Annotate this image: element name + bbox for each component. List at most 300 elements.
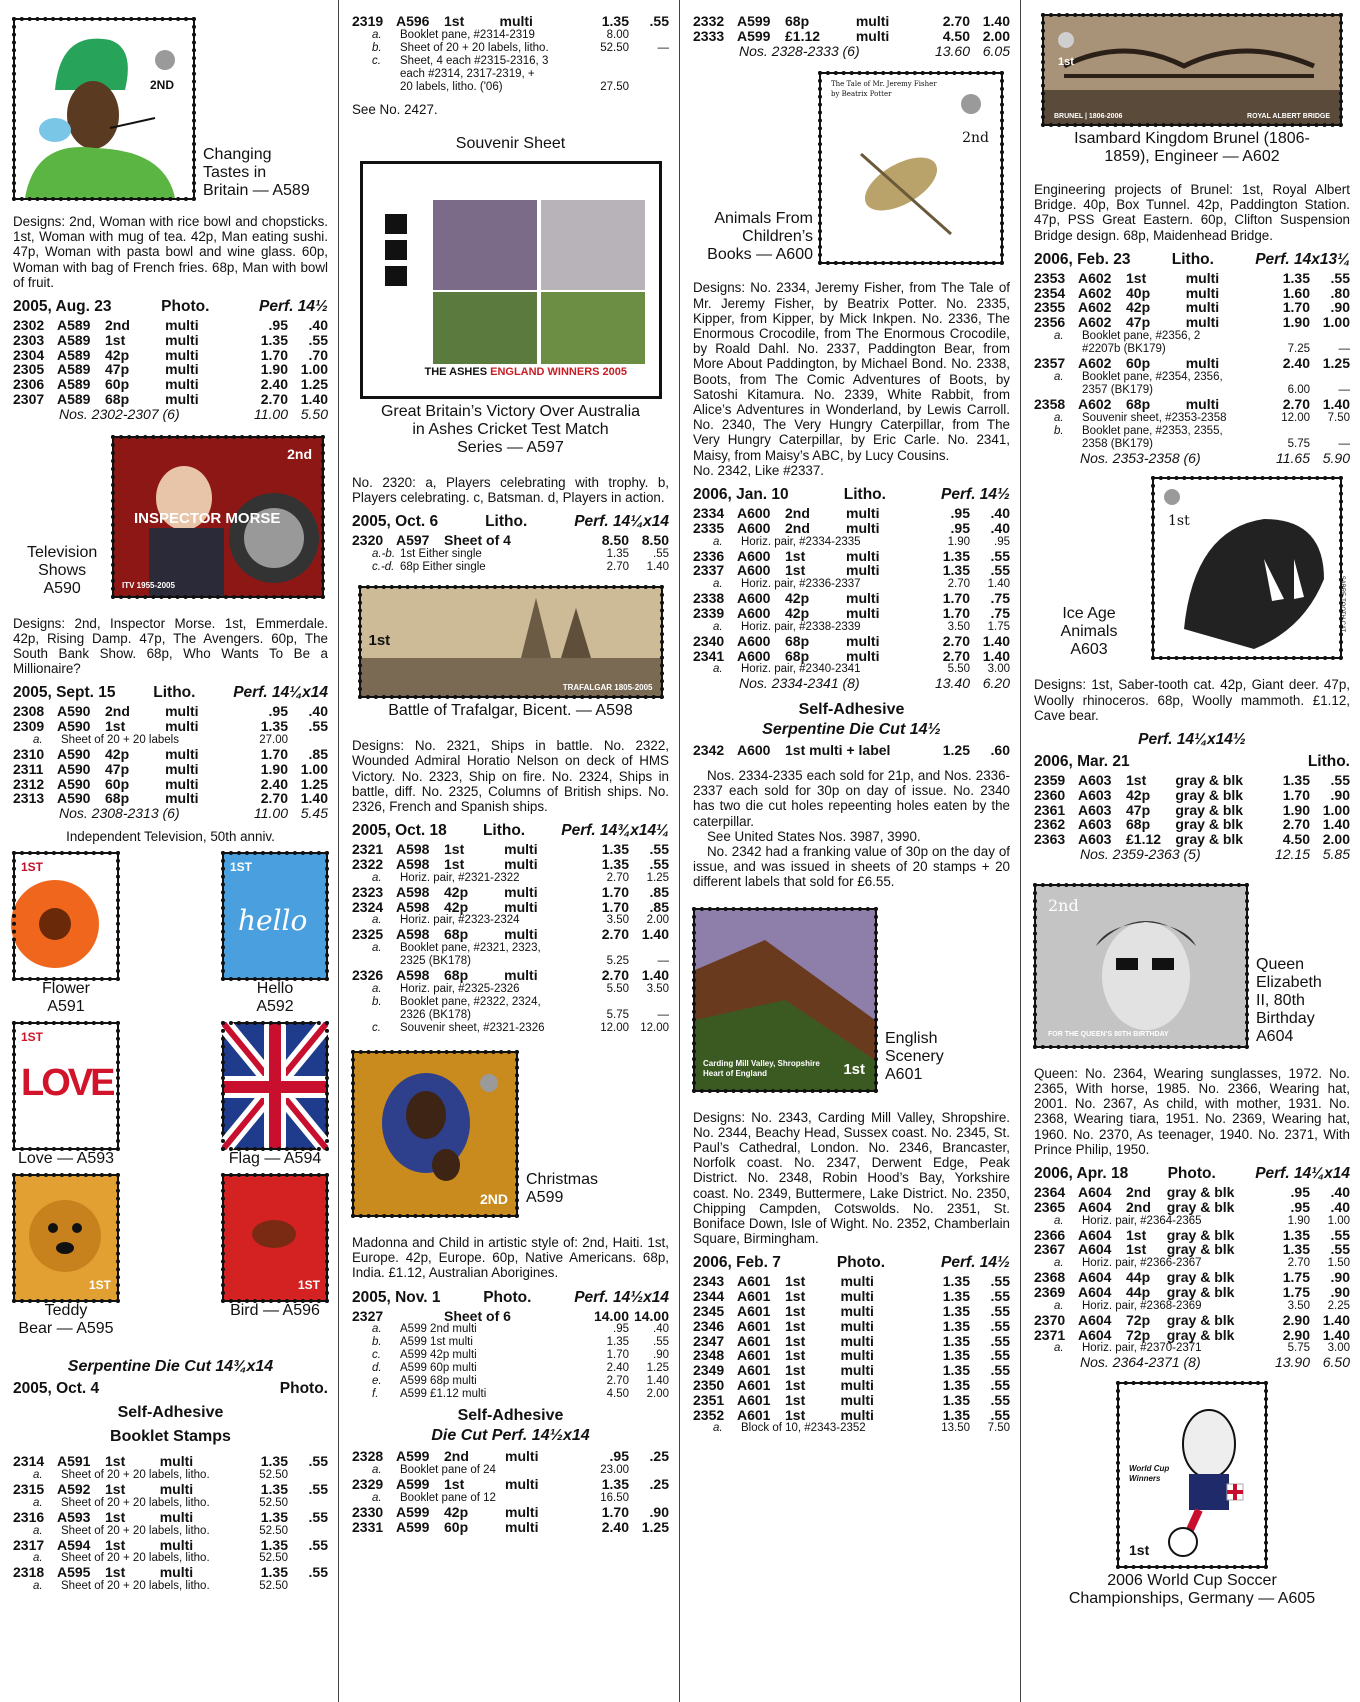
table-row [13, 348, 328, 363]
table-cell: 68p [785, 13, 810, 29]
table-cell: 2330 [352, 1504, 384, 1520]
table-cell: 1.70 [601, 1504, 629, 1520]
table-cell: 1.35 [1282, 772, 1310, 788]
table-cell: 1.60 [1282, 284, 1310, 301]
stamp-pair-row [13, 852, 328, 1016]
table-cell: 2.70 [942, 647, 970, 664]
table-cell: 2.70 [606, 871, 629, 884]
table-cell [352, 81, 396, 94]
table-row [13, 362, 328, 377]
table-cell: multi [840, 1406, 874, 1423]
table-row [352, 1362, 669, 1375]
issue-process: Photo. [483, 1288, 532, 1306]
sabre-tooth-cat-illustration [1154, 479, 1340, 657]
issue-process: Litho. [482, 822, 526, 840]
table-cell: 2334 [693, 505, 725, 522]
table-cell: A598 [396, 856, 430, 873]
table-row [13, 762, 328, 777]
table-cell: 2363 [1034, 831, 1066, 848]
table-row [1034, 847, 1350, 862]
issue-perf: Perf. 14½x14 [574, 1288, 669, 1306]
self-adhesive-heading: Self-Adhesive [798, 701, 905, 719]
table-cell: 1.90 [1287, 1214, 1310, 1227]
table-cell: each #2314, 2317-2319, + [400, 67, 535, 80]
table-row [1034, 271, 1350, 286]
table-cell [1258, 371, 1310, 384]
table-cell: A602 [1078, 314, 1112, 331]
table-cell: b. [372, 996, 382, 1008]
table-cell: a. [33, 1552, 43, 1565]
table-cell: 1.70 [1282, 299, 1310, 316]
table-cell: Booklet pane of 12 [400, 1492, 496, 1504]
table-row [693, 1319, 1010, 1334]
a604-block [1034, 884, 1350, 1048]
caption-line: A601 [885, 1065, 923, 1083]
table-cell: 1.35 [260, 1536, 288, 1553]
issue-note: Independent Television, 50th anniv. [66, 828, 275, 844]
table-cell: 1st [785, 1377, 806, 1394]
a603-caption [1044, 605, 1134, 659]
table-cell: 1.35 [1282, 269, 1310, 286]
table-cell: 2337 [693, 562, 725, 579]
table-cell: multi [840, 1362, 874, 1379]
table-cell [629, 996, 669, 1009]
a599-designs: Madonna and Child in artistic style of: 2nd, Haiti. 1st, Europe. 42p, Europe. 60p, Native Americans. 68p, India. £1.12, Australian Aborigines. [352, 1235, 669, 1281]
table-cell [629, 29, 669, 42]
table-cell: A604 [1078, 1311, 1112, 1328]
table-cell: 2351 [693, 1391, 725, 1408]
table-cell: 42p [444, 883, 469, 900]
caption-line: II, 80th [1256, 991, 1305, 1009]
table-cell: a. [372, 28, 382, 41]
table-cell: A598 [396, 841, 430, 858]
table-cell: gray & blk [1175, 772, 1244, 788]
table-cell: 5.50 [947, 663, 970, 676]
table-cell: c.-d. [372, 561, 395, 574]
table-cell: 1st [444, 841, 465, 858]
table-row [1034, 817, 1350, 832]
bird-caption: Bird — A596 [230, 1302, 320, 1320]
table-cell: Horiz. pair, #2321-2322 [400, 871, 520, 884]
a602-stamp-foot-right: ROYAL ALBERT BRIDGE [1247, 113, 1330, 120]
table-row [13, 392, 328, 407]
table-cell: multi [165, 376, 199, 393]
table-cell: 1.90 [260, 361, 288, 378]
table-cell: 2.40 [606, 1362, 629, 1375]
caption-line: A603 [1070, 641, 1108, 659]
table-row [352, 857, 669, 872]
table-row [352, 68, 669, 81]
table-cell [352, 1009, 396, 1022]
issue-header [693, 1254, 1010, 1272]
table-cell: 2nd [444, 1448, 469, 1465]
table-row [13, 777, 328, 792]
table-cell: 2358 (BK179) [1082, 437, 1153, 450]
table-cell: 5.25 [606, 955, 629, 968]
teddy-stamp [13, 1174, 119, 1302]
table-cell: 68p [105, 790, 130, 807]
table-cell: 2321 [352, 841, 384, 858]
table-cell: A589 [57, 376, 91, 393]
table-cell: 1st multi + label [785, 742, 891, 759]
table-cell: 1.40 [641, 967, 669, 984]
table-cell: 1st [1126, 772, 1147, 788]
table-row [13, 1497, 328, 1510]
table-cell: A589 [57, 391, 91, 407]
table-cell: gray & blk [1175, 801, 1244, 818]
issue-header [352, 822, 669, 840]
table-cell: A604 [1078, 1184, 1112, 1200]
table-cell: 2360 [1034, 786, 1066, 803]
table-cell: 2339 [693, 605, 725, 622]
table-cell: 7.50 [1327, 411, 1350, 424]
hello-stamp-text: hello [238, 904, 308, 938]
table-row [1034, 1242, 1350, 1257]
table-cell: multi [159, 1480, 194, 1497]
a590-stamp-text: INSPECTOR MORSE [134, 509, 281, 527]
table-cell: multi [1185, 284, 1220, 301]
table-cell: 2317 [13, 1536, 45, 1553]
table-cell: A599 1st multi [400, 1336, 473, 1349]
a605-caption [1034, 1572, 1350, 1608]
table-cell: multi [165, 775, 199, 792]
table-cell: .90 [1330, 786, 1350, 803]
table-row [352, 968, 669, 983]
table-cell: .70 [308, 346, 328, 363]
table-cell: 1.35 [260, 1480, 288, 1497]
table-row [13, 1565, 328, 1580]
table-cell: .55 [990, 1362, 1010, 1379]
table-cell: a. [1054, 1299, 1064, 1312]
table-cell: 2336 [693, 547, 725, 564]
table-cell: 42p [1126, 786, 1151, 803]
a600-stamp-title-1: The Tale of Mr. Jeremy Fisher [831, 80, 937, 89]
table-row [1034, 315, 1350, 330]
table-cell: #2207b (BK179) [1082, 343, 1166, 355]
table-cell: 6.20 [982, 675, 1010, 692]
table-row [13, 719, 328, 734]
table-cell: Horiz. pair, #2334-2335 [741, 535, 861, 548]
table-cell: a. [1054, 411, 1064, 424]
flag-item [222, 1022, 328, 1168]
table-cell: Booklet pane, #2353, 2355, [1082, 424, 1223, 437]
table-cell: 72p [1126, 1326, 1151, 1343]
serpentine-heading: Serpentine Die Cut 14½ [762, 721, 941, 739]
table-cell: 12.00 [1281, 411, 1310, 424]
table-cell: .85 [649, 898, 669, 915]
table-cell: A594 [57, 1536, 91, 1553]
table-cell: Souvenir sheet, #2321-2326 [400, 1022, 545, 1034]
table-cell: 1st [105, 718, 126, 735]
table-cell: 2303 [13, 331, 45, 348]
table-cell: 1st [785, 1391, 806, 1408]
table-cell: A592 [57, 1480, 91, 1497]
table-row [13, 1538, 328, 1553]
table-cell: 1.75 [987, 620, 1010, 633]
table-cell: Nos. 2328-2333 (6) [739, 42, 860, 59]
table-cell: 2325 (BK178) [400, 955, 471, 968]
table-cell: Sheet, 4 each #2315-2316, 3 [400, 54, 549, 67]
table-cell: multi [504, 841, 538, 858]
table-cell: .55 [990, 547, 1010, 564]
table-cell: .95 [609, 1448, 629, 1465]
table-cell: 2325 [352, 926, 384, 943]
table-cell: multi [505, 1448, 539, 1465]
issue-notes-2: See United States Nos. 3987, 3990. [707, 828, 921, 844]
caption-line: Elizabeth [1256, 973, 1322, 991]
table-cell [566, 1309, 577, 1324]
stamp-table [693, 1274, 1010, 1435]
table-cell: a. [372, 1464, 382, 1477]
table-cell: Sheet of 20 + 20 labels, litho. [61, 1468, 210, 1481]
table-cell: 1.25 [300, 775, 328, 792]
table-row [1034, 438, 1350, 451]
table-row [1034, 1285, 1350, 1300]
table-cell: Souvenir sheet, #2353-2358 [1082, 411, 1227, 424]
table-cell: A603 [1078, 801, 1112, 818]
table-cell: gray & blk [1166, 1269, 1235, 1286]
table-row [352, 1520, 669, 1535]
table-cell: .55 [308, 331, 328, 348]
stamp-table [1034, 271, 1350, 466]
table-cell: .95 [950, 519, 970, 536]
caption-line: Championships, Germany — A605 [1068, 1590, 1316, 1608]
ashes-souvenir-sheet [360, 161, 662, 399]
table-cell: multi [165, 718, 199, 735]
table-cell [352, 68, 396, 81]
table-cell: 2359 [1034, 772, 1066, 788]
table-cell: .55 [308, 1564, 328, 1581]
table-cell: .40 [990, 505, 1010, 522]
table-cell: 1.40 [300, 790, 328, 807]
a600-stamp-value: 2nd [962, 130, 989, 147]
table-cell: 68p [1126, 816, 1151, 833]
table-cell: 2.40 [260, 376, 288, 393]
issue-process: Litho. [485, 513, 528, 531]
table-cell: multi [165, 391, 199, 407]
table-cell: 2310 [13, 746, 45, 762]
table-cell: A602 [1078, 299, 1112, 316]
stamp-table [352, 533, 669, 574]
table-row [693, 649, 1010, 664]
table-cell: A601 [737, 1288, 771, 1305]
table-row [13, 704, 328, 719]
table-cell: .95 [268, 703, 288, 720]
table-cell: 1.35 [942, 1391, 970, 1408]
table-row [693, 1378, 1010, 1393]
table-cell: 2320 [352, 532, 384, 549]
caption-line: Television [27, 543, 98, 561]
table-cell: 2371 [1034, 1326, 1066, 1343]
table-cell: A598 [396, 898, 430, 915]
table-cell: .95 [994, 535, 1010, 548]
table-cell: 1.25 [942, 742, 970, 759]
table-cell: 1.70 [942, 605, 970, 622]
table-cell: 5.50 [300, 405, 328, 422]
caption-line: Flower [41, 980, 90, 998]
stamp-table [13, 704, 328, 821]
table-cell: — [657, 41, 669, 54]
table-cell: 1.40 [982, 13, 1010, 29]
table-row [693, 29, 1010, 44]
table-cell: 52.50 [259, 1552, 288, 1565]
caption-line: Bear — A595 [18, 1320, 114, 1338]
trafalgar-ships-illustration [361, 588, 661, 696]
table-row [1034, 1228, 1350, 1243]
self-adhesive-heading: Self-Adhesive [117, 1404, 224, 1422]
table-cell: .40 [308, 317, 328, 334]
issue-date: 2005, Oct. 6 [352, 513, 439, 531]
table-cell: a. [372, 942, 382, 955]
table-row [13, 1525, 328, 1538]
caption-line: Queen [1256, 955, 1305, 973]
love-stamp-text: LOVE [21, 1062, 113, 1105]
hello-stamp [222, 852, 328, 980]
table-row [693, 1348, 1010, 1363]
table-row [13, 1580, 328, 1593]
table-cell: 13.50 [941, 1422, 970, 1435]
table-cell: A599 £1.12 multi [400, 1388, 487, 1401]
a605-block [1034, 1382, 1350, 1568]
table-cell: 2318 [13, 1564, 45, 1581]
table-cell: 42p [785, 590, 810, 607]
table-cell: .25 [649, 1476, 669, 1493]
table-cell: .55 [649, 13, 669, 29]
table-cell: A603 [1078, 786, 1112, 803]
table-cell: 1st [785, 1317, 806, 1334]
table-cell: 2329 [352, 1476, 384, 1493]
table-cell: Sheet of 20 + 20 labels, litho. [61, 1524, 210, 1537]
table-cell: .25 [649, 1448, 669, 1465]
christmas-stamp [352, 1051, 518, 1217]
table-cell: multi [855, 13, 890, 29]
table-cell: 1.25 [646, 871, 669, 884]
issue-date: 2006, Feb. 23 [1034, 250, 1131, 268]
a601-stamp-value: 1st [843, 1060, 865, 1078]
table-cell: 1st [785, 547, 806, 564]
ashes-sheet-text [425, 366, 628, 378]
table-row [352, 1009, 669, 1022]
table-cell: 7.50 [987, 1422, 1010, 1435]
table-cell: 1.35 [1282, 1241, 1310, 1258]
table-cell: 2.40 [1282, 355, 1310, 371]
table-cell: 1.35 [942, 1303, 970, 1320]
table-row [352, 885, 669, 900]
caption-line: A591 [47, 998, 85, 1016]
table-cell: gray & blk [1166, 1283, 1235, 1300]
table-row [1034, 300, 1350, 315]
table-cell: 12.00 [600, 1022, 629, 1034]
table-cell: 2.25 [1327, 1299, 1350, 1312]
table-cell: 2306 [13, 376, 45, 393]
table-cell [288, 1580, 328, 1593]
table-row [352, 533, 669, 548]
table-cell: 2338 [693, 590, 725, 607]
table-row [352, 14, 669, 29]
table-cell: multi [846, 562, 880, 579]
table-cell: 13.90 [1274, 1354, 1310, 1371]
table-row [1034, 371, 1350, 384]
issue-perf: Perf. 14x13¼ [1255, 250, 1350, 268]
table-cell: 8.00 [606, 28, 629, 41]
table-row [693, 549, 1010, 564]
table-row [693, 634, 1010, 649]
table-cell: 2.70 [942, 13, 970, 29]
a599-caption [526, 1171, 598, 1207]
love-item [13, 1022, 119, 1168]
table-cell: multi [165, 760, 199, 777]
table-cell: 6.05 [982, 42, 1010, 59]
issue-perf: Perf. 14½ [941, 1254, 1010, 1272]
table-cell: .60 [990, 742, 1010, 759]
table-cell: 44p [1126, 1283, 1151, 1300]
table-cell: 1st [444, 13, 465, 29]
table-cell: 2nd [1126, 1198, 1151, 1215]
table-cell: 42p [785, 605, 810, 622]
bird-stamp [222, 1174, 328, 1302]
issue-perf: Perf. 14¾x14¼ [561, 822, 669, 840]
table-cell: 2350 [693, 1377, 725, 1394]
table-cell: 2340 [693, 632, 725, 649]
a603-stamp-side: SABRE-TOOTH CAT [1338, 576, 1345, 633]
issue-perf: Perf. 14¼x14 [233, 684, 328, 702]
table-cell: 1.90 [1282, 801, 1310, 818]
table-cell: multi [840, 1303, 874, 1320]
table-row [352, 900, 669, 915]
ashes-sheet-illustration [363, 164, 659, 396]
table-cell: 2315 [13, 1480, 45, 1497]
table-cell: 60p [105, 376, 130, 393]
table-cell: 2354 [1034, 284, 1066, 301]
table-cell: Nos. 2359-2363 (5) [1080, 845, 1201, 862]
table-cell [577, 996, 629, 1009]
table-cell: A600 [737, 590, 771, 607]
table-cell: multi [846, 632, 880, 649]
table-cell: Horiz. pair, #2323-2324 [400, 914, 520, 927]
caption-line: Animals From [714, 210, 813, 228]
issue-date: 2005, Oct. 4 [13, 1380, 100, 1398]
table-cell: c. [372, 1349, 381, 1362]
table-cell: .55 [649, 841, 669, 858]
table-cell: 1.35 [942, 1317, 970, 1334]
table-cell: 2314 [13, 1453, 45, 1470]
a590-designs: Designs: 2nd, Inspector Morse. 1st, Emmerdale. 42p, Rising Damp. 47p, The Avengers. 60p, The South Bank Show. 68p, Who Wants To Be a Millionaire? [13, 615, 328, 677]
table-cell: 2.70 [260, 391, 288, 407]
a589-stamp [13, 18, 195, 200]
a597-designs: No. 2320: a, Players celebrating with trophy. b, Players celebrating. c, Batsman. d, Players in action. [352, 475, 669, 506]
table-cell [1034, 438, 1078, 451]
table-row [693, 521, 1010, 536]
table-cell: 1.70 [260, 746, 288, 762]
a590-stamp-value: 2nd [287, 445, 312, 462]
table-cell: Horiz. pair, #2364-2365 [1082, 1214, 1202, 1227]
table-cell: 2nd [785, 505, 810, 522]
table-row [13, 747, 328, 762]
caption-line: A604 [1256, 1027, 1294, 1045]
caption-line: Tastes in [203, 164, 267, 181]
trafalgar-stamp [359, 586, 663, 698]
table-row [1034, 412, 1350, 425]
table-cell: 1st [785, 1347, 806, 1364]
table-cell: A591 [57, 1453, 91, 1470]
table-cell: Sheet of 20 + 20 labels [61, 734, 179, 746]
table-cell: A600 [737, 632, 771, 649]
table-cell: .55 [653, 548, 669, 561]
table-cell: 68p [785, 632, 810, 649]
table-cell: A590 [57, 718, 91, 735]
table-row [693, 1393, 1010, 1408]
table-cell: 1.40 [1322, 1326, 1350, 1343]
